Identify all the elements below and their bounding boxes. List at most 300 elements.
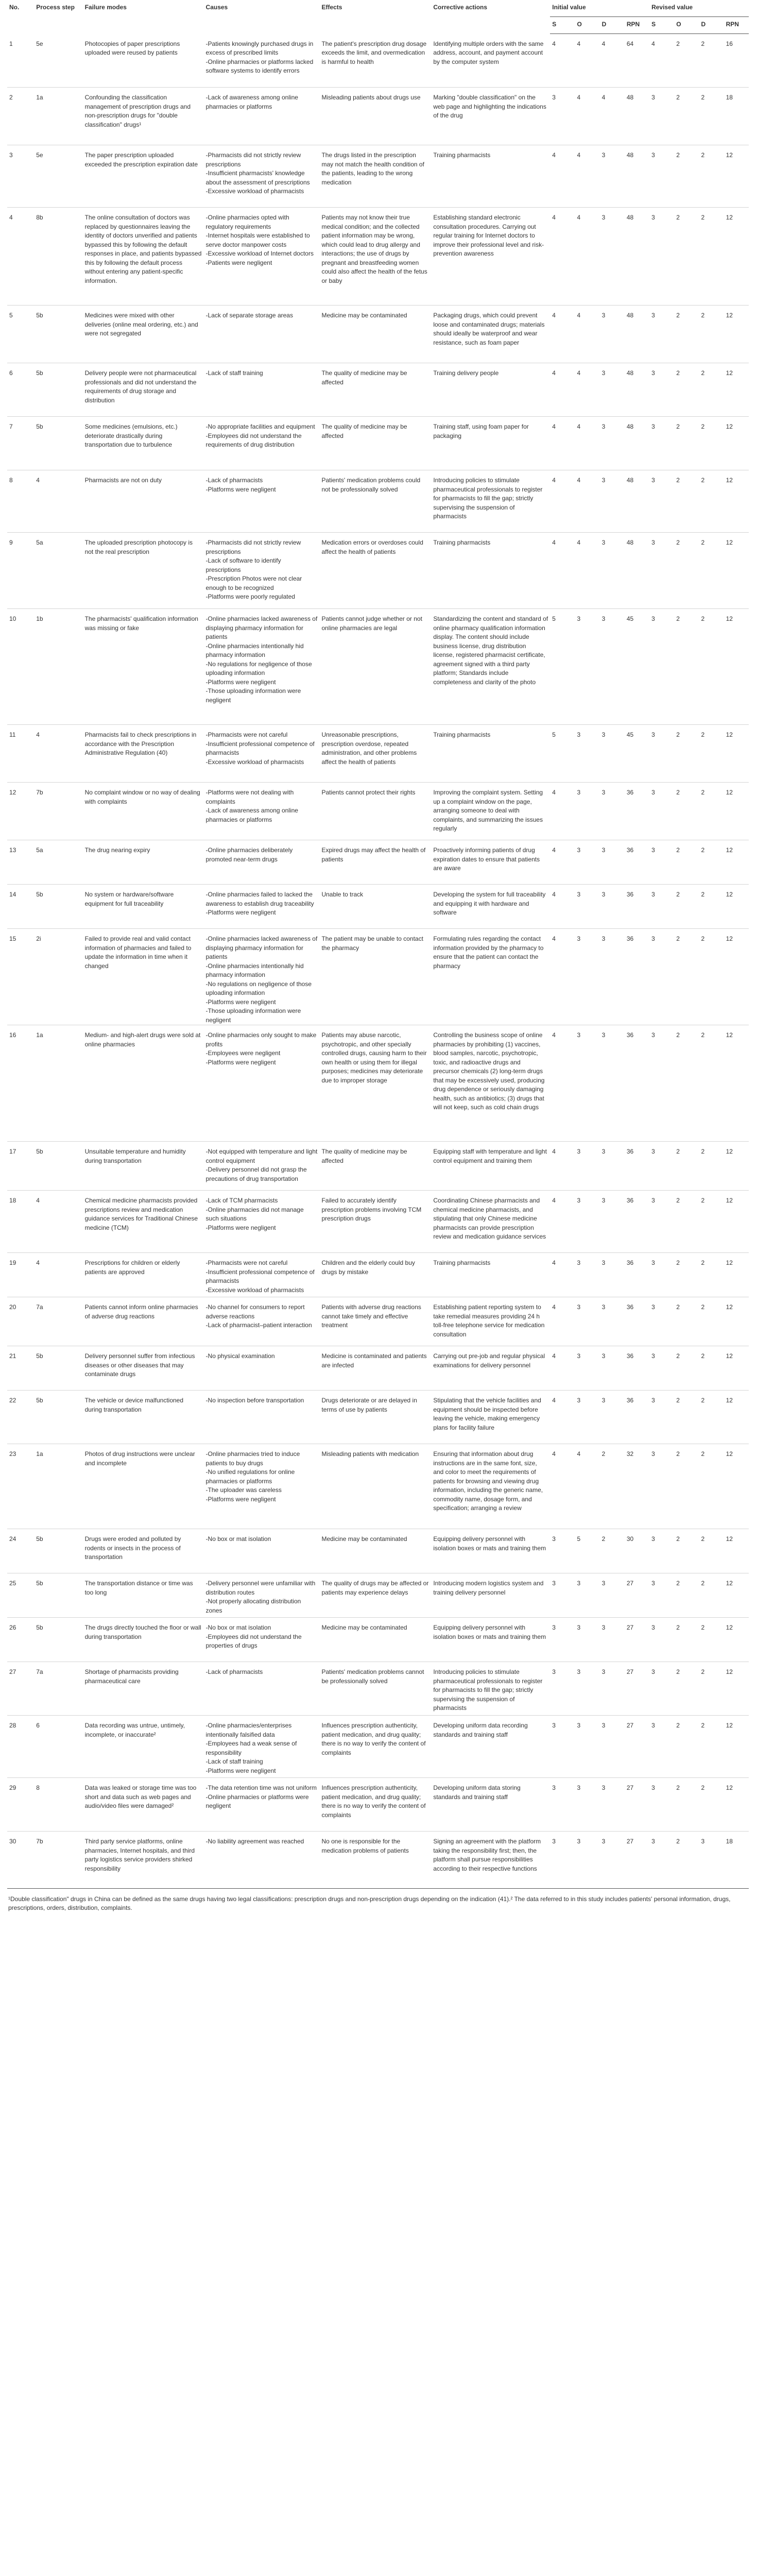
cell-corrective-actions: Carrying out pre-job and regular physical examinations for delivery personnel <box>431 1346 550 1391</box>
cause-item: -Employees did not understand the properties of drugs <box>205 1633 302 1649</box>
cell-failure-mode: The transportation distance or time was too long <box>83 1573 204 1618</box>
cell-corrective-actions: Standardizing the content and standard of online pharmacy qualification information display. The content should include business license, drug distribution license, registered pharmacist certificate, agreement signed with a third party platform; Standards include completeness and clarity of the photo <box>431 609 550 725</box>
cell-initial-rpn: 48 <box>625 363 649 417</box>
cell-revised-o: 2 <box>674 533 699 609</box>
cell-revised-rpn: 16 <box>726 40 733 47</box>
cell-initial-o: 3 <box>575 1832 599 1885</box>
cell-failure-mode: Photos of drug instructions were unclear and incomplete <box>83 1444 204 1529</box>
cell-initial-rpn: 45 <box>625 725 649 783</box>
cell-initial-d: 3 <box>600 1142 625 1191</box>
cell-initial-o: 4 <box>575 533 599 609</box>
cell-corrective-actions: Training delivery people <box>431 363 550 417</box>
cell-process-step: 7b <box>34 1832 82 1885</box>
table-row <box>7 885 749 929</box>
cell-initial-s: 3 <box>550 1529 575 1573</box>
cell-initial-d: 2 <box>600 1529 625 1573</box>
header-revised-o: O <box>674 17 699 34</box>
cell-effects: Misleading patients about drugs use <box>319 88 431 145</box>
table-row <box>7 1444 749 1529</box>
cell-initial-o: 4 <box>575 417 599 470</box>
cell-revised-o: 2 <box>674 929 699 1025</box>
cell-failure-mode: The drug nearing expiry <box>83 840 204 885</box>
cell-effects: Failed to accurately identify prescription problems involving TCM prescription drugs <box>319 1191 431 1253</box>
cell-initial-d: 3 <box>600 1025 625 1142</box>
cause-item: -No box or mat isolation <box>205 1535 271 1543</box>
cell-corrective-actions: Training pharmacists <box>431 145 550 208</box>
cause-item: -Prescription Photos were not clear enough to be recognized <box>205 575 302 591</box>
cell-initial-d: 3 <box>600 840 625 885</box>
cell-revised-rpn: 12 <box>724 145 749 208</box>
table-row <box>7 783 749 840</box>
cell-revised-rpn: 12 <box>724 1346 749 1391</box>
cell-corrective-actions: Identifying multiple orders with the same address, account, and payment account by the computer system <box>433 40 544 65</box>
cell-initial-s: 4 <box>550 1391 575 1444</box>
cause-item: -Online pharmacies only sought to make profits <box>205 1031 317 1048</box>
cell-process-step: 5b <box>34 1346 82 1391</box>
cell-revised-rpn: 12 <box>724 417 749 470</box>
cell-revised-s: 3 <box>649 1618 674 1662</box>
cause-item: -Platforms were negligent <box>205 1224 276 1231</box>
cell-no: 21 <box>7 1346 34 1391</box>
cell-initial-rpn: 36 <box>625 1191 649 1253</box>
cell-revised-d: 2 <box>699 1444 724 1529</box>
cell-initial-d: 2 <box>600 1444 625 1529</box>
table-row <box>7 306 749 363</box>
cause-item: -Employees had a weak sense of responsibility <box>205 1740 297 1756</box>
cause-item: -Online pharmacies lacked awareness of displaying pharmacy information for patients <box>205 935 318 960</box>
cell-revised-rpn: 12 <box>724 1529 749 1573</box>
cell-process-step: 5b <box>34 1618 82 1662</box>
cause-item: -No appropriate facilities and equipment <box>205 423 315 430</box>
cell-corrective-actions: Training pharmacists <box>431 725 550 783</box>
cell-initial-rpn: 36 <box>625 1253 649 1297</box>
cell-no: 6 <box>7 363 34 417</box>
cell-initial-o: 3 <box>575 783 599 840</box>
cell-revised-d: 2 <box>699 145 724 208</box>
cell-initial-s: 3 <box>550 1716 575 1778</box>
cell-revised-s: 3 <box>649 1832 674 1885</box>
cell-revised-d: 2 <box>699 470 724 533</box>
cell-causes <box>204 1253 320 1297</box>
cell-initial-o: 3 <box>575 725 599 783</box>
cell-no: 28 <box>7 1716 34 1778</box>
cell-effects: The quality of medicine may be affected <box>319 417 431 470</box>
table-row <box>7 1391 749 1444</box>
header-process-step: Process step <box>36 4 75 11</box>
cell-initial-rpn: 32 <box>625 1444 649 1529</box>
cell-revised-s: 3 <box>649 208 674 306</box>
cell-effects: Medicine may be contaminated <box>319 1618 431 1662</box>
cell-failure-mode: Third party service platforms, online pharmacies, Internet hospitals, and third party logistics service providers shirked responsibility <box>83 1832 204 1885</box>
cause-item: -No regulations for negligence of those uploading information <box>205 660 312 676</box>
cell-corrective-actions: Introducing modern logistics system and training delivery personnel <box>431 1573 550 1618</box>
cell-failure-mode: The online consultation of doctors was replaced by questionnaires leaving the identity of doctors unverified and patients bypassed this by following the default responses in place, and patients bypassed this by following the default process without entering any patient-specific information. <box>83 208 204 306</box>
cause-item: -Not properly allocating distribution zones <box>205 1598 301 1614</box>
cell-revised-s: 3 <box>649 840 674 885</box>
cell-causes <box>204 885 320 929</box>
cell-revised-s: 3 <box>649 1297 674 1346</box>
cell-revised-rpn: 12 <box>724 1573 749 1618</box>
cell-revised-d: 2 <box>699 1253 724 1297</box>
cell-revised-d: 2 <box>699 1662 724 1716</box>
cell-revised-o: 2 <box>674 609 699 725</box>
cause-item: -Pharmacists did not strictly review prescriptions <box>205 539 301 555</box>
cell-causes <box>204 1444 320 1529</box>
cell-revised-rpn: 12 <box>724 1025 749 1142</box>
header-initial-s: S <box>550 17 575 34</box>
cell-causes <box>204 1025 320 1142</box>
cell-initial-d: 3 <box>600 1346 625 1391</box>
cell-revised-d: 2 <box>699 783 724 840</box>
cell-revised-o: 2 <box>674 1297 699 1346</box>
cause-item: -No physical examination <box>205 1352 275 1360</box>
cell-corrective-actions: Marking "double classification" on the web page and highlighting the indications of the drug <box>431 88 550 145</box>
cell-causes <box>204 1778 320 1832</box>
cell-initial-s: 4 <box>550 885 575 929</box>
cell-revised-s: 3 <box>649 1573 674 1618</box>
cell-revised-o: 2 <box>674 885 699 929</box>
cell-revised-rpn: 12 <box>724 1444 749 1529</box>
cell-revised-rpn: 12 <box>724 1778 749 1832</box>
cell-revised-s: 3 <box>649 929 674 1025</box>
cell-initial-s: 3 <box>550 1662 575 1716</box>
cell-causes <box>204 1573 320 1618</box>
cell-revised-s: 3 <box>649 88 674 145</box>
cell-process-step: 5e <box>36 40 43 47</box>
cell-revised-d: 2 <box>699 1346 724 1391</box>
cell-revised-d: 2 <box>699 840 724 885</box>
cause-item: -The data retention time was not uniform <box>205 1784 317 1791</box>
cell-revised-o: 2 <box>674 783 699 840</box>
cause-item: -Employees did not understand the requirements of drug distribution <box>205 432 302 448</box>
table-row <box>7 1832 749 1885</box>
cell-initial-d: 3 <box>600 470 625 533</box>
cell-no: 5 <box>7 306 34 363</box>
table-row <box>7 533 749 609</box>
cell-no: 18 <box>7 1191 34 1253</box>
cell-initial-rpn: 27 <box>625 1573 649 1618</box>
cell-initial-o: 3 <box>575 1778 599 1832</box>
cause-item: -Online pharmacies failed to lacked the awareness to establish drug traceability <box>205 891 314 907</box>
cell-causes <box>204 306 320 363</box>
cell-revised-s: 3 <box>649 1391 674 1444</box>
header-causes: Causes <box>205 4 228 11</box>
cell-initial-s: 5 <box>550 609 575 725</box>
cause-item: -Those uploading information were negligent <box>205 687 301 704</box>
cell-initial-rpn: 27 <box>625 1778 649 1832</box>
cell-no: 25 <box>7 1573 34 1618</box>
cause-item: -Online pharmacies deliberately promoted near-term drugs <box>205 846 293 863</box>
cell-process-step: 1a <box>34 1025 82 1142</box>
cell-initial-s: 3 <box>550 88 575 145</box>
cell-failure-mode: Medicines were mixed with other deliveries (online meal ordering, etc.) and were not segregated <box>83 306 204 363</box>
cell-process-step: 5b <box>34 885 82 929</box>
cell-process-step: 1b <box>34 609 82 725</box>
table-row <box>7 363 749 417</box>
cell-process-step: 1a <box>34 88 82 145</box>
cell-effects: The quality of medicine may be affected <box>319 1142 431 1191</box>
cause-item: -Delivery personnel did not grasp the precautions of drug transportation <box>205 1166 307 1182</box>
cell-causes <box>204 609 320 725</box>
cell-initial-o: 4 <box>575 363 599 417</box>
cell-effects: Patients' medication problems cannot be professionally solved <box>319 1662 431 1716</box>
cell-initial-rpn: 48 <box>625 208 649 306</box>
cell-initial-s: 4 <box>550 533 575 609</box>
cell-revised-d: 2 <box>699 1142 724 1191</box>
cause-item: -Platforms were negligent <box>205 909 276 916</box>
cell-causes <box>204 929 320 1025</box>
cause-item: -Online pharmacies/enterprises intentionally falsified data <box>205 1722 292 1738</box>
cell-initial-d: 3 <box>600 208 625 306</box>
cell-initial-d: 3 <box>600 145 625 208</box>
cell-initial-rpn: 27 <box>625 1832 649 1885</box>
table-row <box>7 840 749 885</box>
cause-item: -Lack of separate storage areas <box>205 312 293 319</box>
cause-item: -Insufficient pharmacists' knowledge about the assessment of prescriptions <box>205 170 310 186</box>
cell-revised-s: 3 <box>649 725 674 783</box>
cause-item: -Insufficient professional competence of pharmacists <box>205 740 315 756</box>
cell-causes <box>204 1662 320 1716</box>
cause-item: -Lack of awareness among online pharmacies or platforms <box>205 807 298 823</box>
table-row <box>7 145 749 208</box>
cell-revised-rpn: 18 <box>724 1832 749 1885</box>
table-row <box>7 1778 749 1832</box>
cell-failure-mode: The vehicle or device malfunctioned during transportation <box>83 1391 204 1444</box>
cell-effects: Expired drugs may affect the health of patients <box>319 840 431 885</box>
cell-initial-d: 4 <box>601 40 606 47</box>
cell-no: 3 <box>7 145 34 208</box>
header-revised-value: Revised value <box>649 0 749 17</box>
cell-effects: The patient may be unable to contact the pharmacy <box>319 929 431 1025</box>
cell-initial-s: 4 <box>550 1025 575 1142</box>
cell-revised-d: 2 <box>699 725 724 783</box>
cell-revised-d: 2 <box>699 1778 724 1832</box>
cell-initial-rpn: 48 <box>625 470 649 533</box>
cell-effects: Drugs deteriorate or are delayed in terms of use by patients <box>319 1391 431 1444</box>
cell-corrective-actions: Equipping delivery personnel with isolation boxes or mats and training them <box>431 1618 550 1662</box>
cell-failure-mode: The uploaded prescription photocopy is not the real prescription <box>83 533 204 609</box>
cause-item: -Insufficient professional competence of pharmacists <box>205 1268 315 1284</box>
cell-initial-o: 3 <box>575 1191 599 1253</box>
header-effects: Effects <box>321 4 342 11</box>
cell-initial-rpn: 48 <box>625 533 649 609</box>
cause-item: -Patients were negligent <box>205 259 272 266</box>
cell-no: 26 <box>7 1618 34 1662</box>
cell-revised-s: 3 <box>649 1191 674 1253</box>
cell-revised-d: 2 <box>699 1618 724 1662</box>
cell-initial-o: 3 <box>575 1142 599 1191</box>
cell-initial-s: 4 <box>550 783 575 840</box>
cell-revised-rpn: 12 <box>724 1142 749 1191</box>
cause-item: -Pharmacists were not careful <box>205 1259 288 1266</box>
cell-initial-rpn: 27 <box>625 1662 649 1716</box>
cell-process-step: 5b <box>34 363 82 417</box>
cell-revised-d: 2 <box>699 1391 724 1444</box>
cell-revised-d: 2 <box>699 929 724 1025</box>
cell-process-step: 2i <box>34 929 82 1025</box>
cell-process-step: 5a <box>34 840 82 885</box>
cell-initial-o: 4 <box>575 1444 599 1529</box>
cell-revised-s: 3 <box>649 609 674 725</box>
cell-initial-rpn: 36 <box>625 1025 649 1142</box>
cause-item: -No regulations on negligence of those uploading information <box>205 980 312 996</box>
cell-initial-s: 4 <box>550 208 575 306</box>
cell-revised-d: 2 <box>699 1025 724 1142</box>
cell-causes <box>204 533 320 609</box>
cell-revised-rpn: 12 <box>724 929 749 1025</box>
table-row <box>7 88 749 145</box>
cell-revised-rpn: 12 <box>724 1191 749 1253</box>
cell-process-step: 7a <box>34 1297 82 1346</box>
cell-initial-rpn: 27 <box>625 1716 649 1778</box>
cell-initial-d: 3 <box>600 783 625 840</box>
cell-effects: No one is responsible for the medication problems of patients <box>319 1832 431 1885</box>
cell-failure-mode: Patients cannot inform online pharmacies of adverse drug reactions <box>83 1297 204 1346</box>
cell-initial-d: 3 <box>600 609 625 725</box>
cell-revised-s: 3 <box>649 1253 674 1297</box>
cell-causes <box>204 88 320 145</box>
cell-causes <box>204 1142 320 1191</box>
cell-initial-rpn: 48 <box>625 417 649 470</box>
cell-revised-s: 3 <box>649 470 674 533</box>
table-row <box>7 1025 749 1142</box>
cause-item: -Excessive workload of pharmacists <box>205 188 304 195</box>
cell-failure-mode: Pharmacists are not on duty <box>83 470 204 533</box>
cell-revised-s: 3 <box>649 533 674 609</box>
cell-corrective-actions: Developing uniform data recording standards and training staff <box>431 1716 550 1778</box>
cell-no: 24 <box>7 1529 34 1573</box>
table-row <box>7 929 749 1025</box>
cell-effects: Misleading patients with medication <box>319 1444 431 1529</box>
cause-item: -Lack of TCM pharmacists <box>205 1197 278 1204</box>
cell-effects: Influences prescription authenticity, patient medication, and drug quality; there is no way to verify the content of complaints <box>319 1778 431 1832</box>
cell-failure-mode: Photocopies of paper prescriptions uploaded were reused by patients <box>84 40 180 56</box>
cell-revised-o: 2 <box>674 1191 699 1253</box>
cell-revised-o: 2 <box>674 1618 699 1662</box>
cell-process-step: 5b <box>34 1142 82 1191</box>
cell-revised-s: 3 <box>649 1025 674 1142</box>
cell-initial-d: 3 <box>600 1297 625 1346</box>
header-initial-value: Initial value <box>550 0 649 17</box>
cell-effects: Medicine is contaminated and patients are infected <box>319 1346 431 1391</box>
cell-initial-o: 3 <box>575 929 599 1025</box>
cell-no: 23 <box>7 1444 34 1529</box>
cause-item: -Online pharmacies lacked awareness of displaying pharmacy information for patients <box>205 615 318 640</box>
cell-revised-d: 2 <box>699 1716 724 1778</box>
cell-revised-rpn: 12 <box>724 783 749 840</box>
table-row <box>7 1573 749 1618</box>
cell-initial-o: 3 <box>575 1618 599 1662</box>
cell-initial-d: 3 <box>600 417 625 470</box>
cell-corrective-actions: Developing uniform data storing standards and training staff <box>431 1778 550 1832</box>
cell-failure-mode: Delivery personnel suffer from infectious diseases or other diseases that may contaminate drugs <box>83 1346 204 1391</box>
cell-revised-d: 2 <box>699 1191 724 1253</box>
cell-initial-o: 3 <box>575 1253 599 1297</box>
cell-initial-d: 3 <box>600 1778 625 1832</box>
cell-revised-s: 3 <box>649 885 674 929</box>
cell-revised-o: 2 <box>676 40 680 47</box>
cell-no: 7 <box>7 417 34 470</box>
table-body <box>7 34 749 1885</box>
cell-initial-o: 5 <box>575 1529 599 1573</box>
cell-initial-rpn: 27 <box>625 1618 649 1662</box>
cell-revised-o: 2 <box>674 1832 699 1885</box>
cell-revised-rpn: 12 <box>724 306 749 363</box>
cell-revised-d: 2 <box>699 306 724 363</box>
cause-item: -The uploader was careless <box>205 1486 282 1494</box>
cause-item: -Lack of staff training <box>205 1758 263 1765</box>
cause-item: -Online pharmacies intentionally hid pharmacy information <box>205 642 304 658</box>
cell-failure-mode: Some medicines (emulsions, etc.) deteriorate drastically during transportation due to turbulence <box>83 417 204 470</box>
cell-initial-o: 4 <box>577 40 581 47</box>
cell-initial-rpn: 64 <box>626 40 634 47</box>
cell-initial-s: 4 <box>550 417 575 470</box>
cell-revised-o: 2 <box>674 1778 699 1832</box>
cell-revised-o: 2 <box>674 1025 699 1142</box>
header-initial-rpn: RPN <box>625 17 649 34</box>
cell-no: 2 <box>7 88 34 145</box>
cell-revised-rpn: 12 <box>724 840 749 885</box>
cell-corrective-actions: Developing the system for full traceability and equipping it with hardware and software <box>431 885 550 929</box>
cell-initial-d: 3 <box>600 1191 625 1253</box>
cell-effects: Medicine may be contaminated <box>319 306 431 363</box>
cell-no: 10 <box>7 609 34 725</box>
cell-initial-d: 3 <box>600 1832 625 1885</box>
cell-causes <box>204 1391 320 1444</box>
cell-no: 13 <box>7 840 34 885</box>
cell-initial-d: 3 <box>600 929 625 1025</box>
cause-item: -Platforms were negligent <box>205 998 276 1006</box>
cell-corrective-actions: Training pharmacists <box>431 1253 550 1297</box>
cell-corrective-actions: Introducing policies to stimulate pharmaceutical professionals to register for pharmacists to fill the gap; strictly supervising the suspension of pharmacists <box>431 470 550 533</box>
cell-corrective-actions: Equipping delivery personnel with isolation boxes or mats and training them <box>431 1529 550 1573</box>
cell-revised-rpn: 12 <box>724 470 749 533</box>
cell-initial-o: 4 <box>575 88 599 145</box>
cell-effects: Patients cannot protect their rights <box>319 783 431 840</box>
cell-revised-rpn: 12 <box>724 363 749 417</box>
table-row <box>7 1297 749 1346</box>
cell-no: 20 <box>7 1297 34 1346</box>
cell-corrective-actions: Equipping staff with temperature and light control equipment and training them <box>431 1142 550 1191</box>
cell-initial-s: 4 <box>550 1142 575 1191</box>
cell-causes <box>204 783 320 840</box>
cell-initial-s: 4 <box>550 1346 575 1391</box>
table-row <box>7 1662 749 1716</box>
cause-item: -Pharmacists did not strictly review prescriptions <box>205 151 301 168</box>
cell-causes <box>204 363 320 417</box>
table-row <box>7 208 749 306</box>
cell-revised-d: 2 <box>699 208 724 306</box>
cell-corrective-actions: Training pharmacists <box>431 533 550 609</box>
cell-failure-mode: Prescriptions for children or elderly patients are approved <box>83 1253 204 1297</box>
cell-initial-o: 3 <box>575 1025 599 1142</box>
cell-revised-d: 2 <box>699 1573 724 1618</box>
cell-revised-o: 2 <box>674 145 699 208</box>
cell-initial-d: 3 <box>600 725 625 783</box>
cell-revised-d: 2 <box>699 533 724 609</box>
cell-failure-mode: Shortage of pharmacists providing pharmaceutical care <box>83 1662 204 1716</box>
cell-revised-s: 4 <box>651 40 655 47</box>
cell-initial-d: 3 <box>600 1716 625 1778</box>
cell-revised-s: 3 <box>649 1662 674 1716</box>
cell-revised-s: 3 <box>649 1444 674 1529</box>
cell-process-step: 7a <box>34 1662 82 1716</box>
cell-process-step: 4 <box>34 1253 82 1297</box>
cell-revised-o: 2 <box>674 1391 699 1444</box>
cell-process-step: 4 <box>34 1191 82 1253</box>
cell-initial-s: 4 <box>550 1297 575 1346</box>
cell-initial-s: 4 <box>550 1253 575 1297</box>
